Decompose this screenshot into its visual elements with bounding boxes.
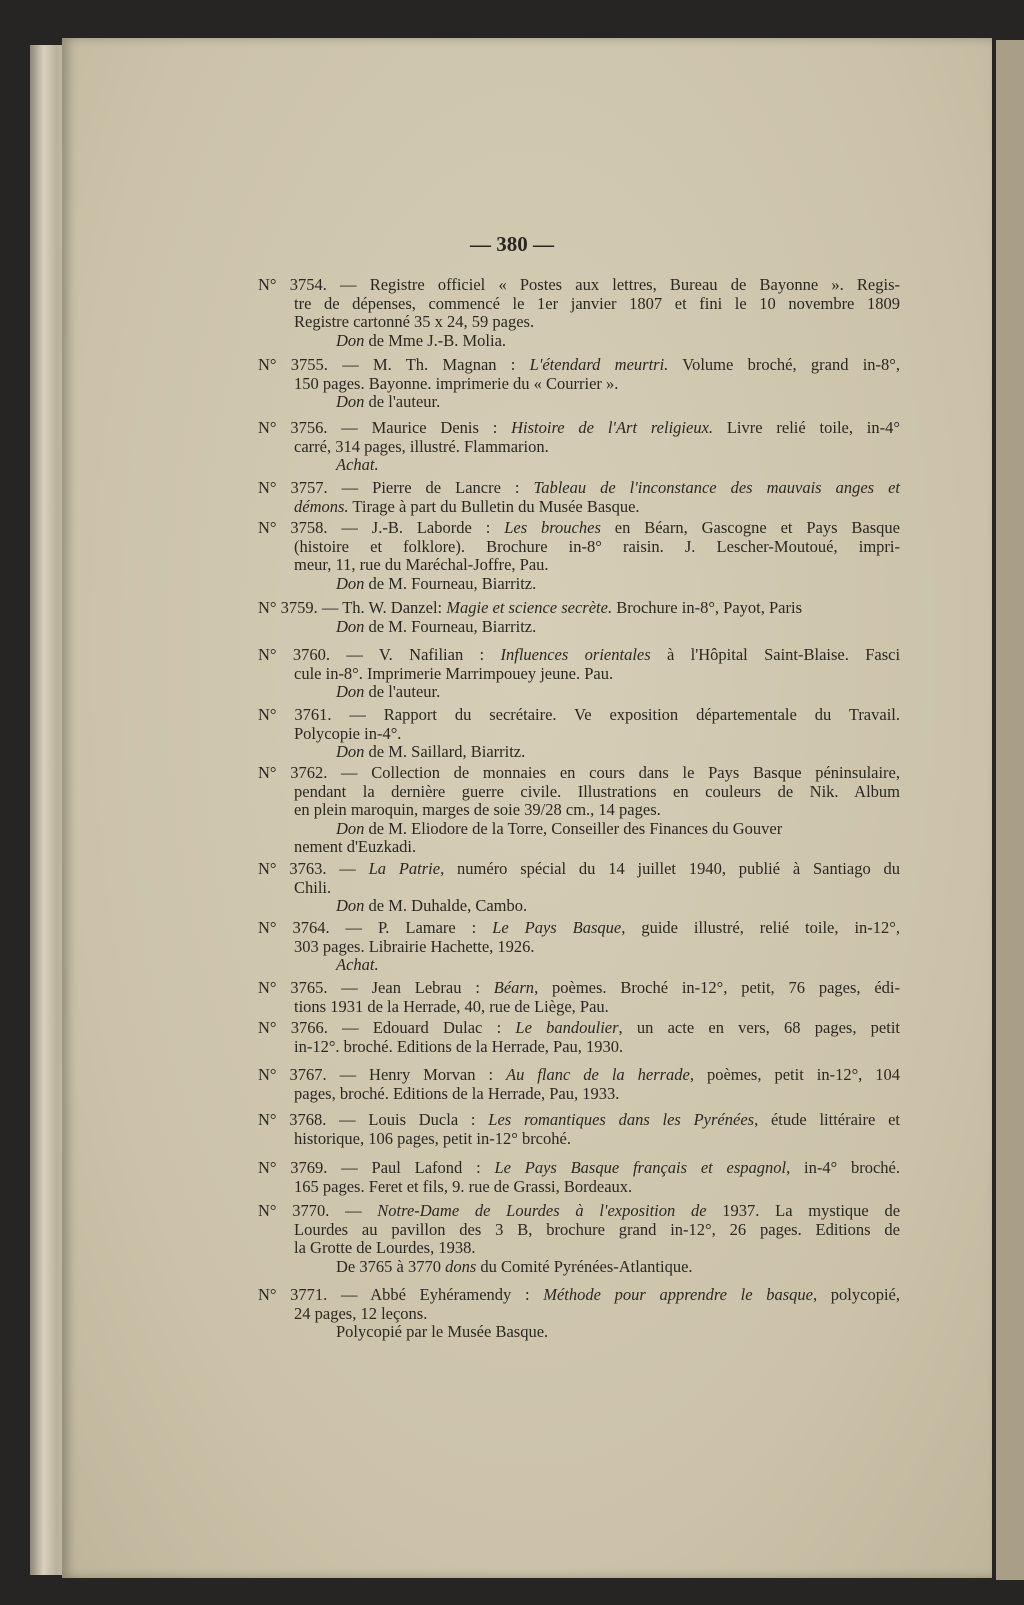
- italic-text: Au flanc de la herrade: [506, 1065, 690, 1084]
- entry-line: [258, 860, 900, 879]
- entry-number: N° 3767.: [258, 1065, 327, 1084]
- catalogue-entry: [258, 764, 900, 857]
- entry-line: [258, 1221, 900, 1240]
- italic-text: dons: [445, 1256, 477, 1276]
- text: du Comité Pyrénées-Atlantique.: [476, 1256, 693, 1276]
- entry-line: [258, 783, 900, 802]
- italic-text: Tableau de l'inconstance des mauvais anges et: [533, 478, 901, 497]
- italic-text: démons.: [294, 496, 349, 516]
- catalogue-entry: [258, 1286, 900, 1342]
- text: — Jean Lebrau :: [327, 978, 494, 997]
- text: meur, 11, rue du Maréchal-Joffre, Pau.: [294, 555, 549, 575]
- text: —: [329, 1201, 378, 1220]
- text: Registre cartonné 35 x 24, 59 pages.: [294, 312, 535, 332]
- entry-line: [258, 764, 900, 783]
- italic-text: Don: [336, 330, 365, 350]
- catalogue-entry: [258, 706, 900, 762]
- entry-line: [258, 419, 900, 438]
- text: — Paul Lafond :: [327, 1158, 495, 1177]
- italic-text: Le Pays Basque: [492, 918, 622, 937]
- entry-number: N° 3757.: [258, 478, 328, 497]
- entry-line: [258, 479, 900, 498]
- text: — Th. W. Danzel:: [317, 598, 447, 617]
- text: 165 pages. Feret et fils, 9. rue de Grassi, Bordeaux.: [294, 1176, 633, 1196]
- text: tions 1931 de la Herrade, 40, rue de Liège, Pau.: [294, 996, 609, 1016]
- text: de M. Fourneau, Biarritz.: [364, 573, 537, 593]
- text: de M. Fourneau, Biarritz.: [364, 616, 537, 636]
- entry-line: [258, 1305, 900, 1324]
- text: Tirage à part du Bulletin du Musée Basque.: [348, 496, 640, 516]
- entry-line: [258, 332, 900, 351]
- text: Polycopie in-4°.: [294, 723, 402, 743]
- entry-line: [258, 1286, 900, 1305]
- catalogue-entry: [258, 1066, 900, 1103]
- text: historique, 106 pages, petit in-12° brcohé.: [294, 1128, 571, 1148]
- catalogue-entry: [258, 1159, 900, 1196]
- entry-number: N° 3760.: [258, 645, 330, 664]
- entry-number: N° 3763.: [258, 859, 327, 878]
- italic-text: Magie et science secrète.: [446, 598, 613, 617]
- entry-line: [258, 879, 900, 898]
- entry-line: [258, 313, 900, 332]
- text: nement d'Euzkadi.: [294, 837, 417, 857]
- text: 1937. La mystique de: [706, 1201, 901, 1220]
- text: de l'auteur.: [364, 682, 441, 702]
- entry-number: N° 3769.: [258, 1158, 328, 1177]
- text: — Henry Morvan :: [326, 1065, 507, 1084]
- italic-text: Le bandoulier: [515, 1018, 619, 1037]
- catalogue-entry: [258, 519, 900, 593]
- entry-line: [258, 665, 900, 684]
- italic-text: Achat.: [336, 455, 379, 475]
- text: — Pierre de Lancre :: [327, 478, 534, 497]
- italic-text: Don: [336, 896, 365, 916]
- catalogue-entry: [258, 419, 900, 475]
- entry-number: N° 3768.: [258, 1110, 327, 1129]
- entry-line: [258, 998, 900, 1017]
- italic-text: Don: [336, 392, 365, 412]
- entry-line: [258, 646, 900, 665]
- text: Chili.: [294, 877, 332, 897]
- entry-line: [258, 725, 900, 744]
- text: De 3765 à 3770: [336, 1256, 446, 1276]
- entry-number: N° 3754.: [258, 275, 327, 294]
- text: — Abbé Eyhéramendy :: [327, 1285, 544, 1304]
- text: pendant la dernière guerre civile. Illustrations en couleurs de Nik. Album: [294, 781, 900, 801]
- catalogue-entry: [258, 646, 900, 702]
- catalogue-entry: [258, 1019, 900, 1056]
- italic-text: Influences orientales: [500, 645, 651, 664]
- entry-line: [258, 1130, 900, 1149]
- entry-line: [258, 1085, 900, 1104]
- text: Volume broché, grand in-8°,: [668, 355, 901, 374]
- entry-line: [258, 820, 900, 839]
- entry-line: [258, 456, 900, 475]
- text: 24 pages, 12 leçons.: [294, 1303, 428, 1323]
- italic-text: Notre-Dame de Lourdes à l'exposition de: [377, 1201, 707, 1220]
- catalogue-entry: [258, 276, 900, 350]
- page-number: — 380 —: [470, 232, 554, 256]
- italic-text: Le Pays Basque français et espagnol: [494, 1158, 787, 1177]
- entry-line: [258, 618, 900, 637]
- text: —: [326, 859, 369, 878]
- entry-line: [258, 1019, 900, 1038]
- entry-line: [258, 556, 900, 575]
- text: — Louis Ducla :: [326, 1110, 489, 1129]
- catalogue-entry: [258, 860, 900, 916]
- entry-line: [258, 356, 900, 375]
- text: , in-4° broché.: [786, 1158, 901, 1177]
- text: , un acte en vers, 68 pages, petit: [618, 1018, 900, 1037]
- text: Brochure in-8°, Payot, Paris: [612, 598, 802, 617]
- text: , étude littéraire et: [754, 1110, 900, 1129]
- entry-line: [258, 1111, 900, 1130]
- entry-line: [258, 801, 900, 820]
- entry-line: [258, 1038, 900, 1057]
- entry-line: [258, 919, 900, 938]
- entry-number: N° 3765.: [258, 978, 328, 997]
- entry-line: [258, 276, 900, 295]
- text: Lourdes au pavillon des 3 B, brochure grand in-12°, 26 pages. Editions de: [294, 1219, 900, 1239]
- text: in-12°. broché. Editions de la Herrade, Pau, 1930.: [294, 1036, 624, 1056]
- italic-text: Don: [336, 682, 365, 702]
- entry-line: [258, 538, 900, 557]
- italic-text: Don: [336, 742, 365, 762]
- italic-text: Don: [336, 616, 365, 636]
- catalogue-entry: [258, 1202, 900, 1276]
- entry-line: [258, 838, 900, 857]
- text: — P. Lamare :: [329, 918, 493, 937]
- italic-text: Don: [336, 818, 365, 838]
- catalogue-entry: [258, 479, 900, 516]
- entry-line: [258, 743, 900, 762]
- entry-line: [258, 706, 900, 725]
- entry-line: [258, 1159, 900, 1178]
- text: , poèmes, petit in-12°, 104: [689, 1065, 901, 1084]
- entry-line: [258, 393, 900, 412]
- italic-text: Les brouches: [504, 518, 601, 537]
- facing-page-edge: [996, 40, 1024, 1580]
- text: de l'auteur.: [364, 392, 441, 412]
- entry-line: [258, 1239, 900, 1258]
- text: , polycopié,: [813, 1285, 900, 1304]
- text: tre de dépenses, commencé le 1er janvier 1807 et fini le 10 novembre 1809: [294, 293, 900, 313]
- text: Livre relié toile, in-4°: [713, 418, 900, 437]
- italic-text: Béarn: [493, 978, 535, 997]
- entry-line: [258, 1323, 900, 1342]
- text: de Mme J.-B. Molia.: [364, 330, 507, 350]
- text: cule in-8°. Imprimerie Marrimpouey jeune. Pau.: [294, 663, 614, 683]
- entry-line: [258, 897, 900, 916]
- text: de M. Eliodore de la Torre, Conseiller des Finances du Gouver: [364, 818, 783, 838]
- entry-line: [258, 295, 900, 314]
- text: , guide illustré, relié toile, in-12°,: [621, 918, 900, 937]
- text: — J.-B. Laborde :: [327, 518, 505, 537]
- entry-line: [258, 498, 900, 517]
- entry-line: [258, 599, 900, 618]
- text: la Grotte de Lourdes, 1938.: [294, 1238, 476, 1258]
- text: de M. Duhalde, Cambo.: [364, 896, 528, 916]
- entry-line: [258, 1202, 900, 1221]
- italic-text: La Patrie: [368, 859, 441, 878]
- entry-number: N° 3762.: [258, 763, 328, 782]
- text: , numéro spécial du 14 juillet 1940, publié à Santiago du: [440, 859, 901, 878]
- catalogue-entry: [258, 979, 900, 1016]
- italic-text: Histoire de l'Art religieux.: [511, 418, 714, 437]
- text: — Collection de monnaies en cours dans le Pays Basque péninsulaire,: [327, 763, 901, 782]
- text: en Béarn, Gascogne et Pays Basque: [600, 518, 900, 537]
- catalogue-entry: [258, 356, 900, 412]
- entry-line: [258, 1178, 900, 1197]
- entry-line: [258, 956, 900, 975]
- entry-line: [258, 519, 900, 538]
- text: carré, 314 pages, illustré. Flammarion.: [294, 436, 549, 456]
- text: à l'Hôpital Saint-Blaise. Fasci: [650, 645, 901, 664]
- text: en plein maroquin, marges de soie 39/28 cm., 14 pages.: [294, 800, 661, 820]
- catalogue-entry: [258, 1111, 900, 1148]
- entry-line: [258, 1066, 900, 1085]
- text: — Maurice Denis :: [327, 418, 512, 437]
- entry-line: [258, 938, 900, 957]
- entry-number: N° 3766.: [258, 1018, 328, 1037]
- entry-number: N° 3771.: [258, 1285, 328, 1304]
- text: 150 pages. Bayonne. imprimerie du « Courrier ».: [294, 373, 619, 393]
- text: (histoire et folklore). Brochure in-8° raisin. J. Lescher-Moutoué, impri-: [294, 536, 900, 556]
- catalogue-entry: [258, 919, 900, 975]
- italic-text: L'étendard meurtri.: [529, 355, 669, 374]
- italic-text: Don: [336, 573, 365, 593]
- entry-line: [258, 979, 900, 998]
- text: , poèmes. Broché in-12°, petit, 76 pages, édi-: [534, 978, 900, 997]
- entry-number: N° 3759.: [258, 598, 318, 617]
- text: — M. Th. Magnan :: [327, 355, 530, 374]
- text: pages, broché. Editions de la Herrade, Pau, 1933.: [294, 1083, 620, 1103]
- entry-number: N° 3755.: [258, 355, 328, 374]
- entry-number: N° 3761.: [258, 705, 332, 724]
- entry-line: [258, 1258, 900, 1277]
- text: 303 pages. Librairie Hachette, 1926.: [294, 936, 535, 956]
- text: — Edouard Dulac :: [327, 1018, 516, 1037]
- entry-line: [258, 683, 900, 702]
- text: — V. Nafilian :: [330, 645, 501, 664]
- entry-line: [258, 375, 900, 394]
- entry-number: N° 3756.: [258, 418, 328, 437]
- entry-line: [258, 575, 900, 594]
- text: — Rapport du secrétaire. Ve exposition départementale du Travail.: [331, 705, 901, 724]
- entry-number: N° 3758.: [258, 518, 328, 537]
- italic-text: Achat.: [336, 955, 379, 975]
- italic-text: Méthode pour apprendre le basque: [543, 1285, 813, 1304]
- text: — Registre officiel « Postes aux lettres, Bureau de Bayonne ». Regis-: [326, 275, 900, 294]
- entry-number: N° 3764.: [258, 918, 330, 937]
- catalogue-entry: [258, 599, 900, 636]
- text: Polycopié par le Musée Basque.: [336, 1322, 549, 1342]
- entry-line: [258, 438, 900, 457]
- entry-number: N° 3770.: [258, 1201, 330, 1220]
- text: de M. Saillard, Biarritz.: [364, 742, 526, 762]
- italic-text: Les romantiques dans les Pyrénées: [488, 1110, 755, 1129]
